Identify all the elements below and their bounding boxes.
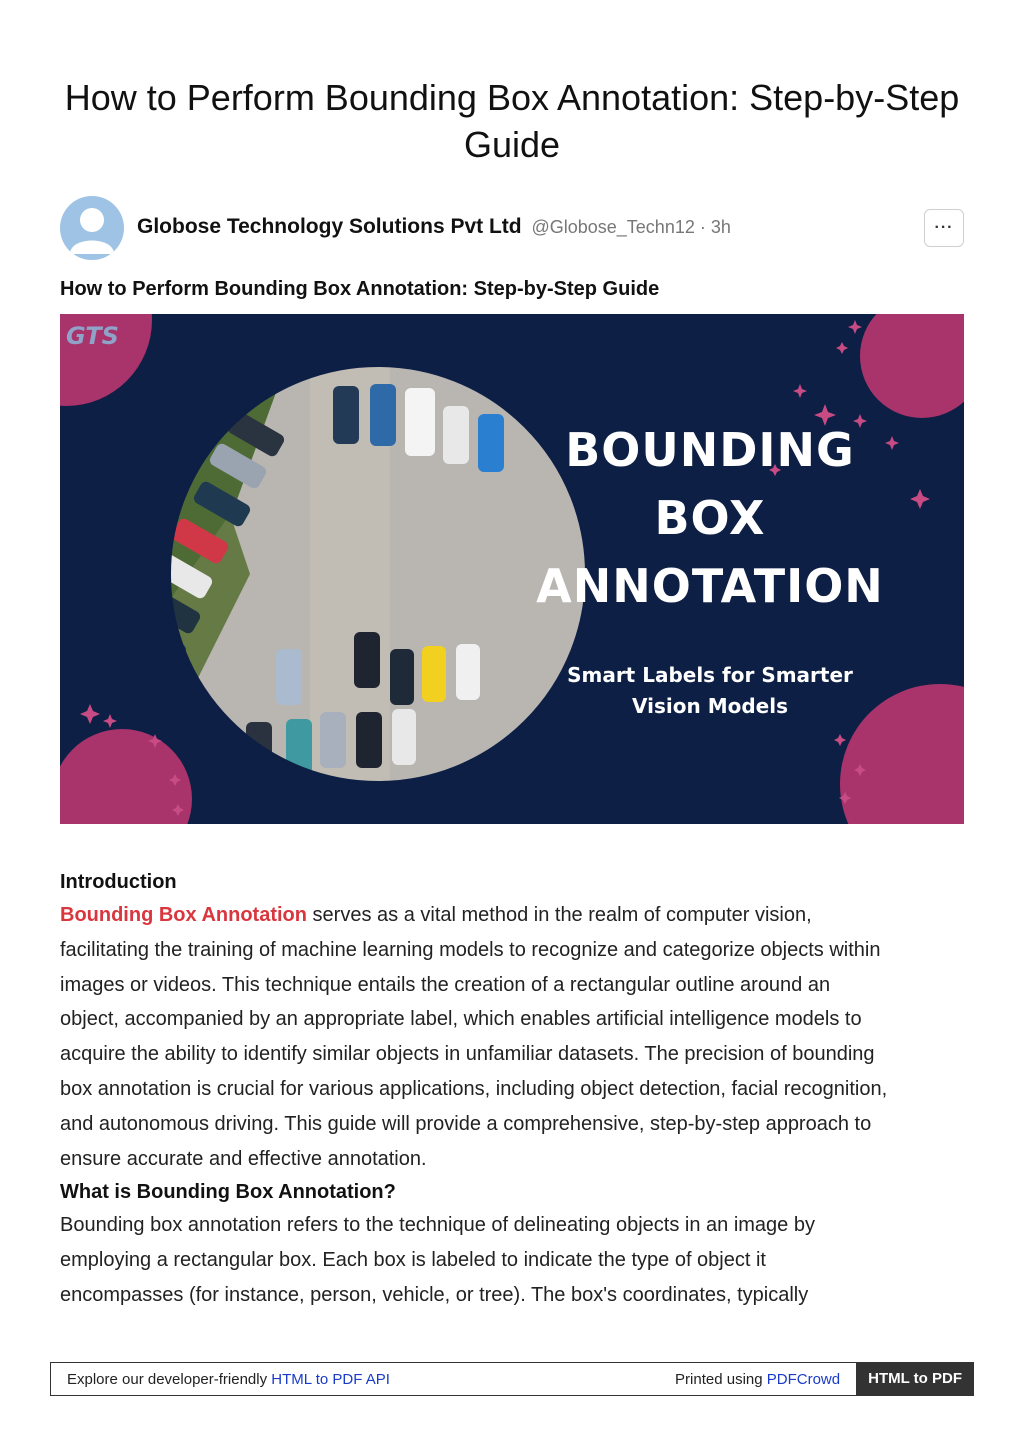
footer-left <box>51 1371 675 1388</box>
what-line: employing a rectangular box. Each box is labeled to indicate the type of object it <box>60 1249 766 1272</box>
author-handle[interactable]: @Globose_Techn12 <box>531 217 695 237</box>
hero-subtitle <box>500 660 920 722</box>
intro-line: serves as a vital method in the realm of computer vision, <box>312 904 812 926</box>
post-time: 3h <box>710 217 731 237</box>
article-body <box>60 866 964 1313</box>
what-line: Bounding box annotation refers to the technique of delineating objects in an image by <box>60 1214 815 1237</box>
author-name-line <box>137 215 731 239</box>
what-heading: What is Bounding Box Annotation? <box>60 1181 396 1204</box>
hero-subtitle-line-1: Smart Labels for Smarter <box>567 663 853 687</box>
accent-circle-top-right <box>860 314 964 418</box>
intro-paragraph <box>60 898 964 1176</box>
ellipsis-icon: ··· <box>934 219 954 236</box>
more-options-button[interactable] <box>924 209 964 247</box>
hero-title <box>500 416 920 620</box>
intro-line: ensure accurate and effective annotation. <box>60 1147 427 1170</box>
intro-line: facilitating the training of machine learning models to recognize and categorize objects within <box>60 938 881 961</box>
intro-line: object, accompanied by an appropriate label, which enables artificial intelligence models to <box>60 1008 862 1031</box>
pdfcrowd-footer <box>50 1362 974 1396</box>
page-title: How to Perform Bounding Box Annotation: Step-by-Step Guide <box>64 77 960 165</box>
hero-title-line-1: BOUNDING <box>565 423 855 477</box>
intro-line: acquire the ability to identify similar objects in unfamiliar datasets. The precision of bounding <box>60 1043 875 1066</box>
hero-title-line-3: ANNOTATION <box>536 559 884 613</box>
html-to-pdf-api-link[interactable]: HTML to PDF API <box>271 1370 390 1388</box>
intro-line: box annotation is crucial for various applications, including object detection, facial recognition, <box>60 1077 888 1100</box>
author-meta <box>531 217 730 237</box>
intro-line: images or videos. This technique entails the creation of a rectangular outline around an <box>60 973 831 996</box>
pdfcrowd-link[interactable]: PDFCrowd <box>766 1370 841 1388</box>
what-line: encompasses (for instance, person, vehicle, or tree). The box's coordinates, typically <box>60 1283 809 1306</box>
intro-line: and autonomous driving. This guide will provide a comprehensive, step-by-step approach to <box>60 1112 872 1135</box>
footer-left-text: Explore our developer-friendly <box>67 1370 268 1388</box>
what-paragraph <box>60 1208 964 1312</box>
meta-separator: · <box>699 217 706 237</box>
html-to-pdf-button[interactable]: HTML to PDF <box>856 1362 974 1396</box>
author-name[interactable]: Globose Technology Solutions Pvt Ltd <box>137 215 522 238</box>
hero-title-line-2: BOX <box>654 491 766 545</box>
author-row <box>60 196 964 260</box>
user-avatar-icon[interactable] <box>60 196 124 260</box>
footer-right-text: Printed using <box>675 1370 763 1388</box>
post-heading: How to Perform Bounding Box Annotation: Step-by-Step Guide <box>60 278 660 300</box>
hero-image <box>60 314 964 824</box>
bounding-box-annotation-link[interactable]: Bounding Box Annotation <box>60 904 307 926</box>
gts-logo: GTS <box>66 322 119 350</box>
accent-circle-bottom-left <box>60 729 192 824</box>
intro-heading: Introduction <box>60 871 177 893</box>
footer-right <box>675 1371 856 1388</box>
hero-subtitle-line-2: Vision Models <box>632 694 788 718</box>
